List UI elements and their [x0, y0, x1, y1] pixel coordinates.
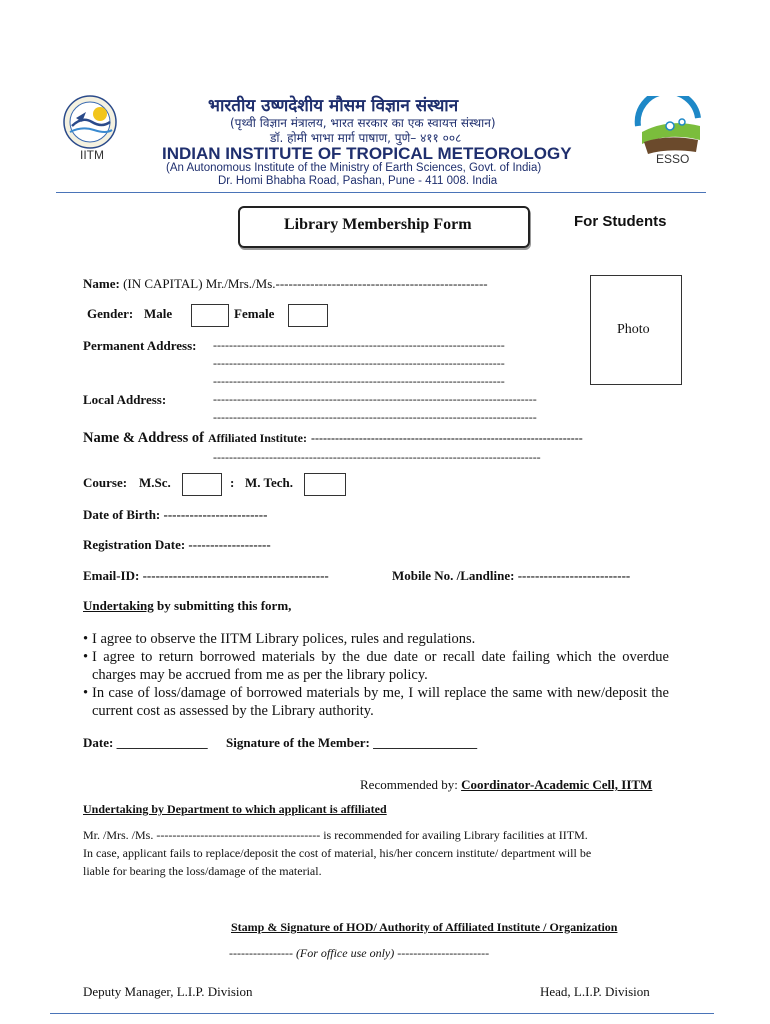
- course-separator: :: [230, 475, 235, 490]
- bullet-icon: •: [83, 685, 89, 701]
- iitm-emblem-icon: [52, 92, 130, 152]
- name-field[interactable]: (IN CAPITAL) Mr./Mrs./Ms.-------------------------------------------------: [123, 276, 488, 291]
- department-liability-line-2: liable for bearing the loss/damage of the material.: [83, 864, 322, 878]
- female-checkbox[interactable]: [288, 304, 328, 327]
- registration-row: [83, 537, 271, 553]
- female-label: Female: [234, 306, 275, 321]
- name-row: [83, 276, 488, 292]
- permanent-address-line-2[interactable]: -------------------------------------------------------------------------: [213, 356, 505, 370]
- signature-field[interactable]: ________________: [373, 735, 478, 750]
- gender-label: Gender:: [87, 306, 134, 321]
- permanent-address-line-1[interactable]: -------------------------------------------------------------------------: [213, 338, 505, 352]
- local-address-line-2[interactable]: ---------------------------------------------------------------------------------: [213, 410, 537, 424]
- institute-name-english: INDIAN INSTITUTE OF TROPICAL METEOROLOGY: [162, 144, 572, 163]
- list-item: • I agree to return borrowed materials by the due date or recall date failing which the overdue charges may be accrued from me as per the library policy.: [83, 649, 669, 683]
- date-row: [83, 735, 208, 751]
- esso-logo: [628, 96, 708, 158]
- course-label: Course:: [83, 475, 128, 490]
- msc-label: M.Sc.: [139, 475, 171, 490]
- list-item: • I agree to observe the IITM Library polices, rules and regulations.: [83, 631, 476, 647]
- permanent-address-label: Permanent Address:: [83, 338, 197, 353]
- hod-stamp-signature: Stamp & Signature of HOD/ Authority of Affiliated Institute / Organization: [231, 920, 618, 934]
- recommended-label: Recommended by:: [360, 777, 458, 792]
- male-checkbox[interactable]: [191, 304, 229, 327]
- undertaking-heading: [83, 598, 291, 614]
- esso-logo-label: ESSO: [656, 152, 690, 166]
- male-label: Male: [144, 306, 173, 321]
- footer-divider: [50, 1013, 714, 1014]
- mtech-label: M. Tech.: [245, 475, 294, 490]
- local-address-label: Local Address:: [83, 392, 167, 407]
- audience-label: For Students: [574, 213, 667, 230]
- date-field[interactable]: ______________: [116, 735, 208, 750]
- department-liability-line-1: In case, applicant fails to replace/deposit the cost of material, his/her concern institute/ department will be: [83, 846, 592, 860]
- esso-globe-icon: [628, 96, 708, 158]
- recommended-by: Coordinator-Academic Cell, IITM: [461, 777, 653, 792]
- signature-row: [226, 735, 477, 751]
- mtech-checkbox[interactable]: [304, 473, 346, 496]
- undertaking-heading-underlined: Undertaking: [83, 598, 154, 613]
- mobile-row: [392, 568, 630, 584]
- registration-date-field[interactable]: -------------------: [188, 537, 271, 552]
- dob-row: [83, 507, 267, 523]
- institute-subtitle-hindi: (पृथ्वी विज्ञान मंत्रालय, भारत सरकार का एक स्वायत्त संस्थान): [230, 116, 496, 130]
- email-field[interactable]: -------------------------------------------: [142, 568, 329, 583]
- msc-checkbox[interactable]: [182, 473, 222, 496]
- iitm-logo-label: IITM: [80, 148, 104, 162]
- institute-subtitle-english: (An Autonomous Institute of the Ministry of Earth Sciences, Govt. of India): [166, 162, 542, 174]
- deputy-manager-label: Deputy Manager, L.I.P. Division: [83, 984, 253, 999]
- bullet-icon: •: [83, 649, 89, 665]
- affiliated-label-main: Name & Address of: [83, 430, 204, 446]
- institute-address-english: Dr. Homi Bhabha Road, Pashan, Pune - 411 008. India: [218, 175, 498, 187]
- date-label: Date:: [83, 735, 114, 750]
- header-divider: [56, 192, 706, 193]
- department-recommend-line[interactable]: Mr. /Mrs. /Ms. ----------------------------------------- is recommended for availing Library facilities at IITM.: [83, 828, 588, 842]
- mobile-label: Mobile No. /Landline:: [392, 568, 515, 583]
- affiliated-institute-line-2[interactable]: ----------------------------------------------------------------------------------: [213, 450, 541, 464]
- institute-name-hindi: भारतीय उष्णदेशीय मौसम विज्ञान संस्थान: [208, 96, 459, 116]
- affiliated-label-sub: Affiliated Institute:: [207, 431, 307, 445]
- permanent-address-line-3[interactable]: -------------------------------------------------------------------------: [213, 374, 505, 388]
- dob-field[interactable]: ------------------------: [163, 507, 268, 522]
- affiliated-institute-row: [83, 429, 583, 447]
- local-address-line-1[interactable]: ---------------------------------------------------------------------------------: [213, 392, 537, 406]
- name-label: Name:: [83, 276, 120, 291]
- photo-label: Photo: [617, 322, 650, 337]
- institute-address-hindi: डॉ. होमी भाभा मार्ग पाषाण, पुणे– ४११ ००८: [270, 131, 462, 145]
- dob-label: Date of Birth:: [83, 507, 161, 522]
- office-use-note: ---------------- (For office use only) -----------------------: [229, 946, 490, 960]
- undertaking-heading-rest: by submitting this form,: [157, 598, 292, 613]
- head-lip-label: Head, L.I.P. Division: [540, 984, 650, 999]
- iitm-logo: [52, 92, 130, 152]
- bullet-icon: •: [83, 631, 89, 647]
- email-row: [83, 568, 329, 584]
- department-heading: Undertaking by Department to which applicant is affiliated: [83, 802, 387, 816]
- list-item: • In case of loss/damage of borrowed materials by me, I will replace the same with new/deposit the current cost as assessed by the Library authority.: [83, 685, 669, 719]
- affiliated-institute-line-1[interactable]: --------------------------------------------------------------------: [310, 431, 583, 445]
- signature-label: Signature of the Member:: [226, 735, 370, 750]
- form-title: Library Membership Form: [284, 216, 472, 233]
- email-label: Email-ID:: [83, 568, 140, 583]
- mobile-field[interactable]: --------------------------: [517, 568, 631, 583]
- recommended-row: [360, 777, 652, 793]
- registration-date-label: Registration Date:: [83, 537, 186, 552]
